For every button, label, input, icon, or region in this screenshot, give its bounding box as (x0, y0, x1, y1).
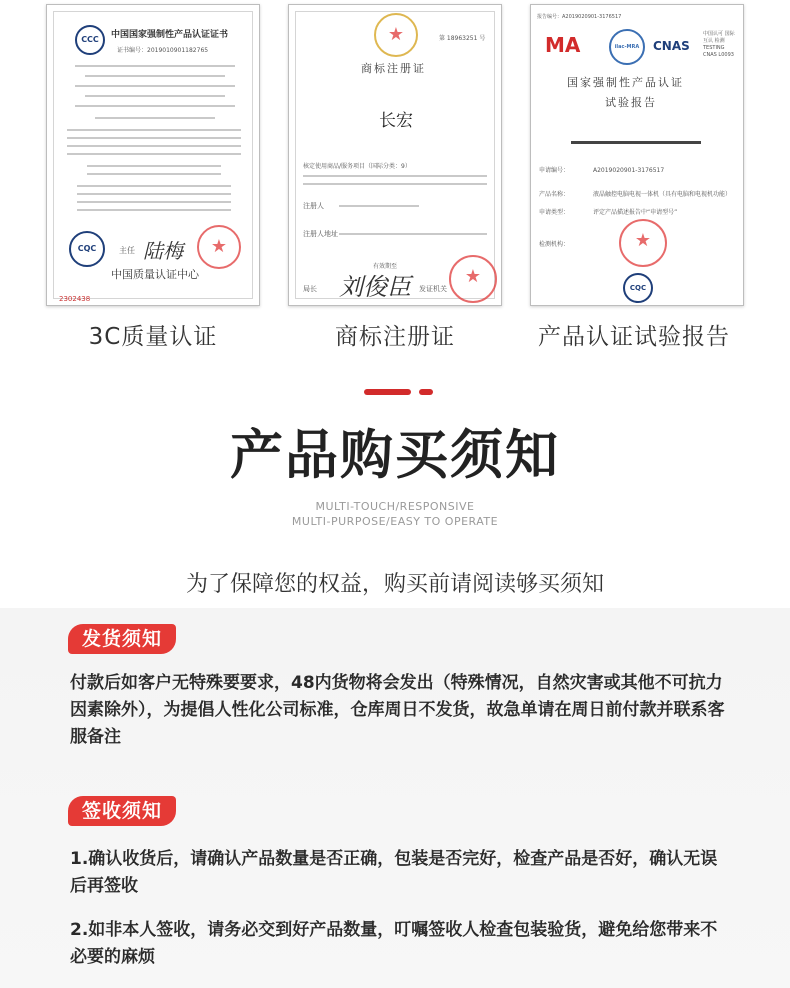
ilac-logo-icon: ilac-MRA (609, 29, 645, 65)
certificate-header: 中国国家强制性产品认证证书 (111, 30, 229, 40)
registrant-label: 注册人 (303, 202, 324, 210)
certificate-number: 证书编号：2019010901182765 (117, 47, 209, 54)
red-seal-icon (619, 219, 667, 267)
red-seal-icon (197, 225, 241, 269)
section-title: 产品购买须知 (230, 425, 560, 486)
signature: 刘俊臣 (339, 273, 411, 301)
receipt-notice-text-2: 2.如非本人签收，请务必交到好产品数量，叮嘱签收人检查包装验货，避免给您带来不必要的麻烦 (70, 920, 718, 967)
cqc-logo-icon: CQC (69, 231, 105, 267)
red-seal-icon (449, 255, 497, 303)
subtitle-line-1: MULTI-TOUCH/RESPONSIVE (315, 500, 475, 513)
product-value: 液晶触控电脑电视一体机（具有电脑和电视机功能） (593, 191, 732, 198)
ccc-logo-icon: CCC (75, 25, 105, 55)
national-emblem-icon (374, 13, 418, 57)
issuer-label: 发证机关 (419, 285, 447, 293)
certificate-trademark (288, 4, 502, 306)
certificate-header: 商标注册证 (361, 62, 426, 75)
certificate-test-report (530, 4, 744, 306)
type-value: 评定产品描述报告中“申请型号” (593, 209, 678, 216)
address-label: 注册人地址 (303, 230, 338, 238)
certificate-3c (46, 4, 260, 306)
apply-no: A2019020901-3176517 (593, 167, 665, 174)
certificate-footer: 中国质量认证中心 (111, 268, 199, 281)
sign-label: 主任 (119, 246, 135, 255)
caption-test-report: 产品认证试验报告 (538, 324, 730, 350)
cnas-logo-icon: CNAS (653, 39, 690, 53)
apply-no-label: 申请编号： (539, 167, 570, 174)
lab-label: 检测机构： (539, 241, 570, 248)
report-number: 报告编号：A2019020901-3176517 (537, 14, 622, 20)
product-label: 产品名称： (539, 191, 570, 198)
signature: 陆梅 (143, 239, 183, 263)
trademark-name: 长宏 (379, 111, 413, 131)
caption-trademark: 商标注册证 (335, 324, 455, 350)
intro-text: 为了保障您的权益，购买前请阅读够买须知 (185, 572, 604, 597)
trademark-number: 第 18963251 号 (439, 35, 486, 42)
cqc-logo-icon: CQC (623, 273, 653, 303)
type-label: 申请类型： (539, 209, 570, 216)
certificate-serial: 2302438 (59, 295, 91, 303)
shipping-notice-text: 付款后如客户无特殊要要求，48内货物将会发出（特殊情况，自然灾害或其他不可抗力因素除外），为提倡人性化公司标准，仓库周日不发货，故急单请在周日前付款并联系客服备注 (70, 673, 725, 747)
chief-label: 局长 (303, 285, 317, 293)
shipping-notice-tag: 发货须知 (68, 624, 176, 654)
caption-3c: 3C质量认证 (88, 324, 218, 350)
valid-label: 有效期至 (373, 263, 398, 270)
certificates-row (0, 0, 790, 360)
report-header-1: 国家强制性产品认证 (567, 76, 684, 89)
class-label: 核定使用商品/服务项目（国际分类：9） (303, 163, 411, 170)
divider-bar-right (419, 389, 433, 395)
divider-bar-left (364, 389, 411, 395)
receipt-notice-tag: 签收须知 (68, 796, 176, 826)
subtitle-line-2: MULTI-PURPOSE/EASY TO OPERATE (291, 515, 499, 528)
cnas-text: 中国认可 国际互认 检测 TESTING CNAS L0093 (703, 31, 735, 58)
ma-logo-icon: MA (545, 33, 581, 57)
report-header-2: 试验报告 (605, 96, 657, 109)
receipt-notice-text-1: 1.确认收货后，请确认产品数量是否正确，包装是否完好，检查产品是否好，确认无误后再签收 (70, 849, 718, 896)
